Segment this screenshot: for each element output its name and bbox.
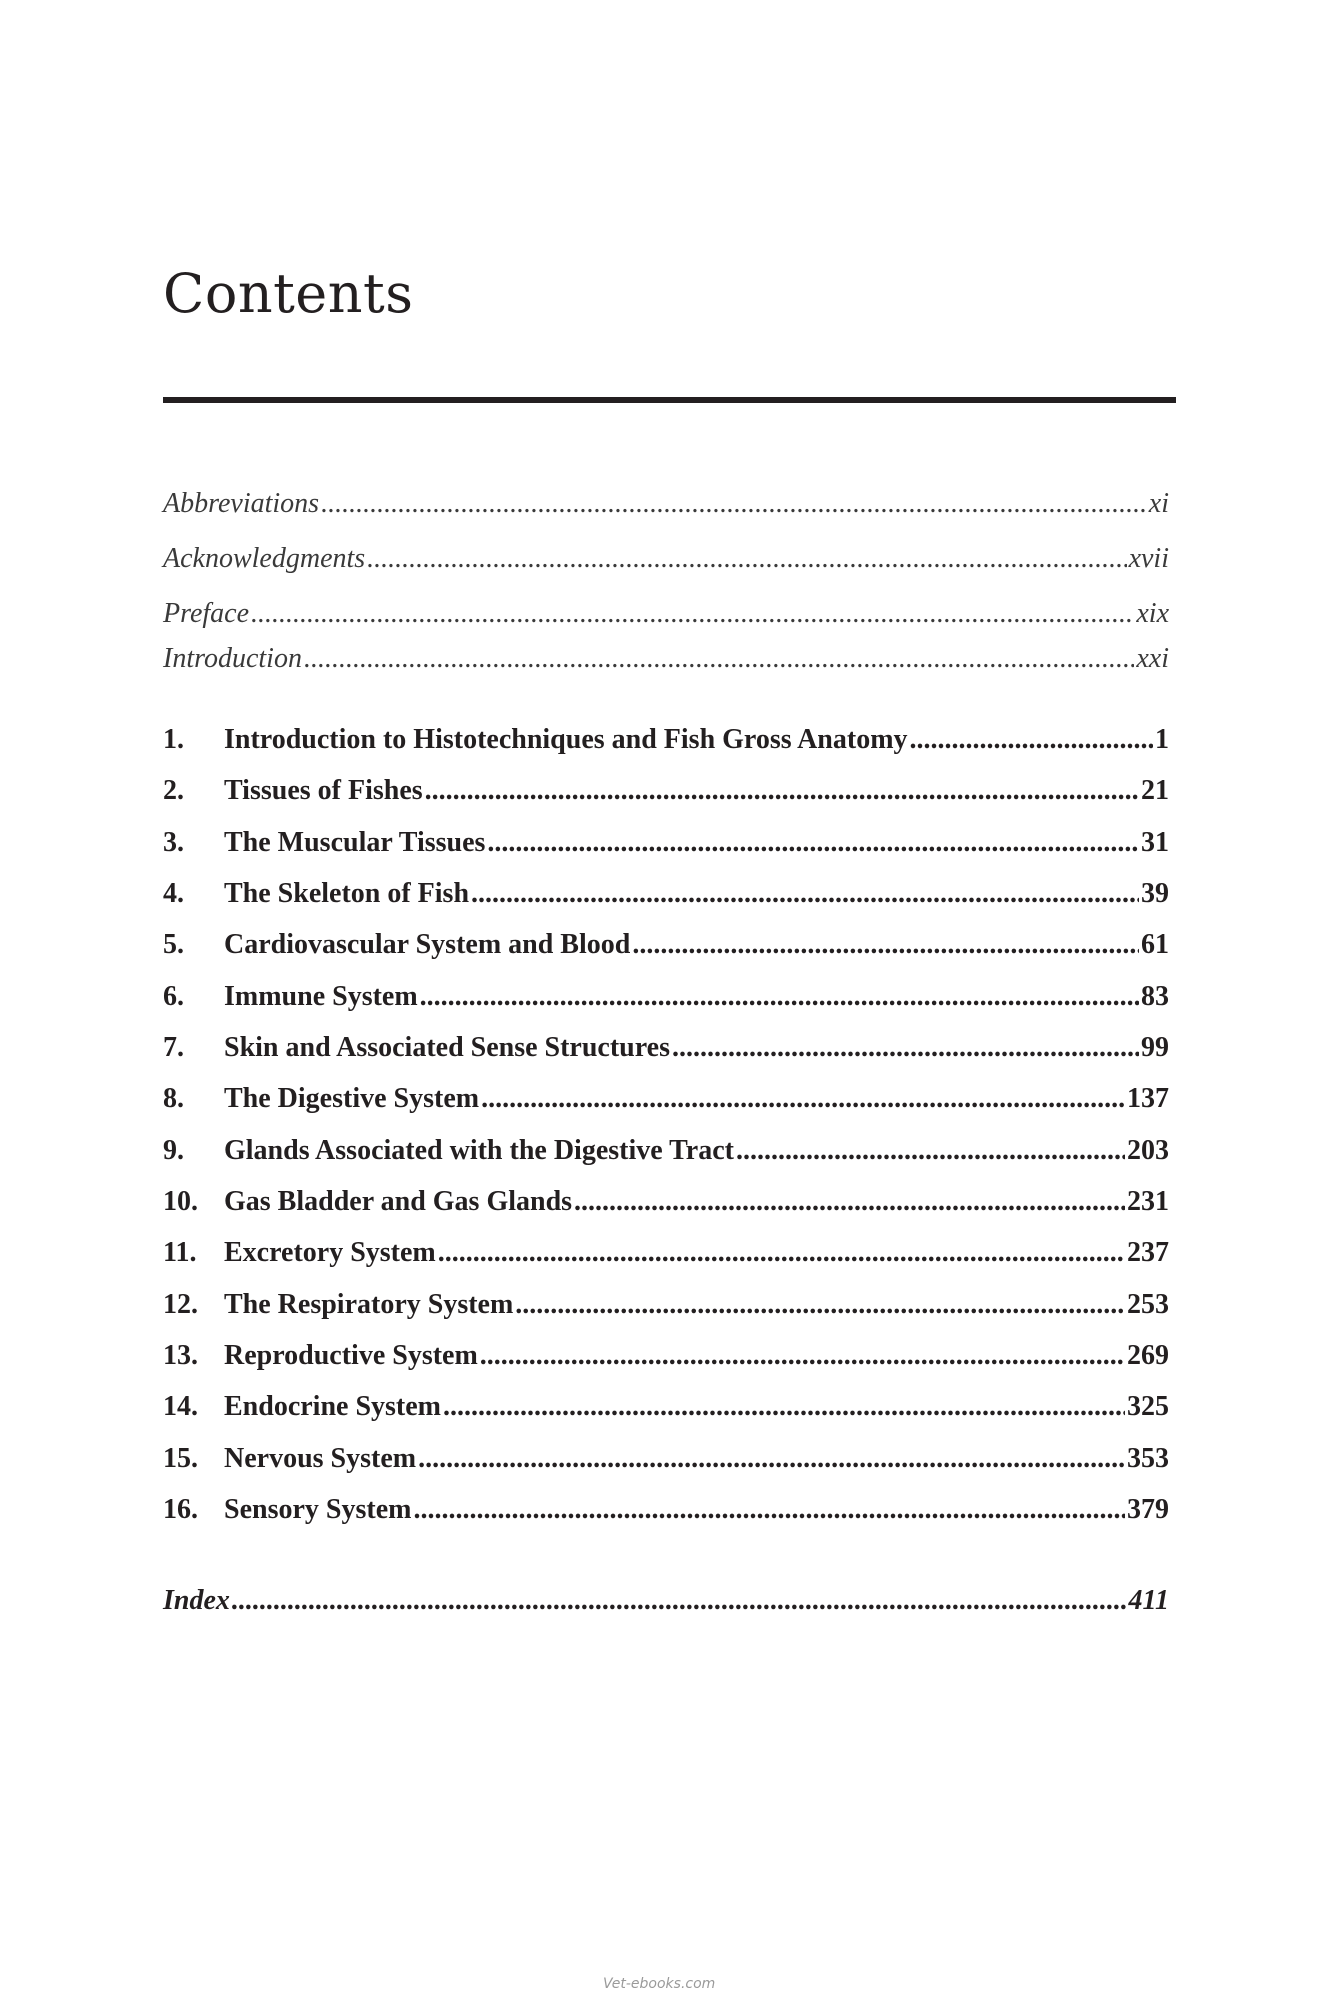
chapter-number: 15. [163, 1443, 198, 1474]
chapter-title: Excretory System [224, 1237, 436, 1268]
dot-leader [736, 1134, 1125, 1168]
chapter-number: 9. [163, 1135, 184, 1166]
chapter-number: 10. [163, 1186, 198, 1217]
dot-leader [438, 1236, 1125, 1270]
chapter-title: Sensory System [224, 1494, 412, 1525]
chapter-page: 137 [1127, 1083, 1169, 1114]
toc-entry-preface[interactable] [163, 597, 1169, 631]
toc-label: Index [163, 1585, 230, 1616]
chapter-number: 1. [163, 724, 184, 755]
chapter-page: 379 [1127, 1494, 1169, 1525]
chapter-number: 4. [163, 878, 184, 909]
chapter-page: 39 [1141, 878, 1169, 909]
dot-leader [632, 928, 1139, 962]
title-rule [163, 397, 1176, 403]
chapter-number: 6. [163, 981, 184, 1012]
dot-leader [413, 1493, 1125, 1527]
dot-leader [420, 980, 1139, 1014]
toc-page: 411 [1128, 1585, 1169, 1616]
toc-chapter-2[interactable] [163, 774, 1169, 808]
dot-leader [481, 1082, 1125, 1116]
toc-entry-acknowledgments[interactable] [163, 542, 1169, 576]
toc-chapter-3[interactable] [163, 826, 1169, 860]
dot-leader [321, 487, 1147, 521]
chapter-number: 2. [163, 775, 184, 806]
chapter-title: Introduction to Histotechniques and Fish Gross Anatomy [224, 724, 908, 755]
chapter-title: The Respiratory System [224, 1289, 514, 1320]
chapter-number: 11. [163, 1237, 197, 1268]
chapter-page: 203 [1127, 1135, 1169, 1166]
chapter-page: 31 [1141, 827, 1169, 858]
toc-chapter-15[interactable] [163, 1442, 1169, 1476]
chapter-title: Gas Bladder and Gas Glands [224, 1186, 573, 1217]
dot-leader [480, 1339, 1125, 1373]
toc-chapter-11[interactable] [163, 1236, 1169, 1270]
dot-leader [515, 1288, 1125, 1322]
toc-entry-index[interactable] [163, 1584, 1169, 1618]
chapter-number: 5. [163, 929, 184, 960]
dot-leader [910, 723, 1153, 757]
toc-label: Acknowledgments [163, 543, 366, 574]
chapter-page: 83 [1141, 981, 1169, 1012]
dot-leader [574, 1185, 1125, 1219]
toc-chapter-9[interactable] [163, 1134, 1169, 1168]
toc-entry-abbreviations[interactable] [163, 487, 1169, 521]
chapter-title: Glands Associated with the Digestive Tract [224, 1135, 734, 1166]
chapter-title: The Muscular Tissues [224, 827, 486, 858]
toc-chapter-14[interactable] [163, 1390, 1169, 1424]
toc-chapter-5[interactable] [163, 928, 1169, 962]
chapter-page: 269 [1127, 1340, 1169, 1371]
toc-chapter-7[interactable] [163, 1031, 1169, 1065]
toc-label: Introduction [163, 643, 302, 674]
dot-leader [487, 826, 1139, 860]
toc-chapter-12[interactable] [163, 1288, 1169, 1322]
chapter-page: 231 [1127, 1186, 1169, 1217]
chapter-title: Cardiovascular System and Blood [224, 929, 631, 960]
toc-chapter-1[interactable] [163, 723, 1169, 757]
toc-chapter-6[interactable] [163, 980, 1169, 1014]
toc-page: xxi [1136, 643, 1169, 674]
toc-chapter-13[interactable] [163, 1339, 1169, 1373]
chapter-title: Skin and Associated Sense Structures [224, 1032, 671, 1063]
dot-leader [425, 774, 1139, 808]
chapter-page: 253 [1127, 1289, 1169, 1320]
chapter-number: 16. [163, 1494, 198, 1525]
dot-leader [471, 877, 1139, 911]
watermark: Vet-ebooks.com [603, 1976, 716, 1992]
dot-leader [418, 1442, 1125, 1476]
toc-page: xvii [1128, 543, 1169, 574]
toc-chapter-8[interactable] [163, 1082, 1169, 1116]
chapter-number: 14. [163, 1391, 198, 1422]
chapter-number: 3. [163, 827, 184, 858]
chapter-title: Endocrine System [224, 1391, 441, 1422]
dot-leader [367, 542, 1126, 576]
chapter-page: 353 [1127, 1443, 1169, 1474]
chapter-title: Immune System [224, 981, 418, 1012]
chapter-title: Nervous System [224, 1443, 417, 1474]
toc-chapter-10[interactable] [163, 1185, 1169, 1219]
page-title: Contents [163, 262, 414, 325]
chapter-page: 21 [1141, 775, 1169, 806]
chapter-number: 12. [163, 1289, 198, 1320]
toc-label: Abbreviations [163, 488, 320, 519]
chapter-title: The Skeleton of Fish [224, 878, 470, 909]
dot-leader [232, 1584, 1127, 1618]
dot-leader [443, 1390, 1125, 1424]
dot-leader [672, 1031, 1139, 1065]
toc-page: xix [1136, 598, 1169, 629]
chapter-title: Reproductive System [224, 1340, 478, 1371]
toc-page: xi [1148, 488, 1169, 519]
chapter-title: Tissues of Fishes [224, 775, 423, 806]
chapter-number: 7. [163, 1032, 184, 1063]
chapter-page: 99 [1141, 1032, 1169, 1063]
chapter-page: 237 [1127, 1237, 1169, 1268]
chapter-title: The Digestive System [224, 1083, 480, 1114]
toc-entry-introduction[interactable] [163, 642, 1169, 676]
chapter-number: 8. [163, 1083, 184, 1114]
chapter-page: 325 [1127, 1391, 1169, 1422]
dot-leader [304, 642, 1134, 676]
chapter-number: 13. [163, 1340, 198, 1371]
toc-label: Preface [163, 598, 250, 629]
chapter-page: 1 [1155, 724, 1169, 755]
toc-chapter-4[interactable] [163, 877, 1169, 911]
chapter-page: 61 [1141, 929, 1169, 960]
toc-chapter-16[interactable] [163, 1493, 1169, 1527]
dot-leader [251, 597, 1134, 631]
